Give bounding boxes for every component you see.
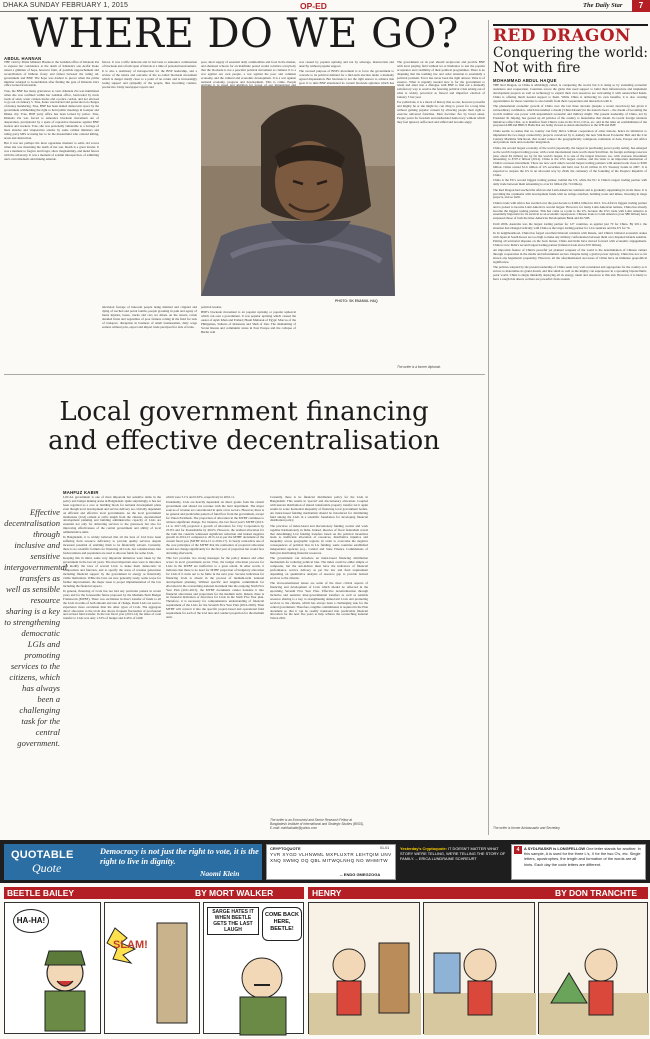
henry-panel-2 (423, 902, 535, 1034)
article1-column-1 (4, 61, 99, 362)
henry-title: HENRY (312, 888, 342, 898)
paragraph: An important feature of China's peaceful yet planned conquest of the world is the determination of Chinese culture through cooperation in the media and infotainment sectors. Despite being a global power dynasty, China has not so far shown any hegemonic propensity. However, all the aforementioned successes of China have an immense geopolitical significance. (493, 247, 647, 264)
paragraph: In general, financing of LGIs has not had any particular pattern in recent years and for the foreseeable future proposed by the Medium-Term Budget Framework (MTBF). There was oscillation in direct transfer of funds to all the LGIs in terms of both amount and rate of change. Rural LGIs are seen to experience more escalation than the other types of LGIs. The aggregate direct allocation to the LGIs also shows frequent fluctuation of provisional and revised fund transfer. In the last fiscal year (2013-14) the share of total transfer to LGIs was only 1.53% of budget and 0.43% of GDP, (63, 589, 161, 621)
yesterday-cryptoquote-text: IT DOESN'T MATTER WHAT STORY WE'RE TELLING, WE'RE TELLING THE STORY OF FAMILY. -- ERICA LUNDRAINE SCHREURT (400, 846, 506, 862)
paragraph: THE Red Dragon, as China is admiringly called, is conquering the world, but it is doing so by extending economic assistance and cooperation. Countries across the globe that need support to build their infrastructure and implement development projects as well as technology to exploit their own resources are welcoming it with outstretched hands. China is offering much needed support to them. While China is delivering its own benefits, it is also creating opportunities for those countries to also benefit from their cooperation and interaction with it. (493, 83, 647, 103)
henry-scene-image (424, 903, 536, 1035)
henry-panel-3 (538, 902, 648, 1034)
article1-column-2 (102, 61, 197, 241)
article1-column-3 (201, 61, 296, 85)
paragraph: The policies adopted by the present leadership of China seem very well-considered and appropriate for the country as it strives to materialise its grand dream, and that small as well as the mighty can superpower in a sprouting bipolar/multi-polar world. China is single mindedly deploying all its energy, talent and resources to this end. However, it is likely to have a rough ride ahead, as there are powerful rivals around. (493, 264, 647, 281)
paragraph: China, the second largest economy of the world (reportedly, the largest in purchasing power parity terms), has emerged as the world's largest trading power, with a total international trade worth about $4 trillion. Its foreign exchange reserves (also about $4 trillion) are by far the world's largest. It is one of the largest investors too, with overseas investment amounting to $707.2 billion (2014). China is the US's largest creditor, and the latter is an important destination of China's overseas investment. There are now each other's second largest trading partners with annual trade close to $500 billion. China owned $1.6 trillion of US securities and held over $1.16 trillion in US Treasury bonds in 2007. It is expected to surpass the US in an all-round way by 2049, the centenary of the founding of the People's Republic of China. (493, 145, 647, 178)
henry-scene-image (539, 903, 649, 1035)
article1-byline: ABDUL HANNAN (4, 56, 42, 61)
paragraph: Keeping this in mind, some very important initiatives were taken by the government in the last six years. The most important ones were to introduce and modify the laws of several LGIs to make them democratic in composition and function, and to specify the areas of revenue generation including financial support by the government in energy as financially viable institutions. While the laws are now generally ready, some scope for further improvement, the major issue is proper implementation of the law including the financial aspects. (63, 556, 161, 588)
paragraph: True, the BNP has many grievances to vent. Khaleda Zia was humiliated when she was confined within her Gulshan office, barricaded by truck loads of sand, water cannon trucks and a police cordon, and not allowed to go out on January 5. True, Koko was harried and persecuted on charges of money laundering. True, BNP has been denied democratic space by the government withholding the right to hold public meetings in Gazipur and Dhaka city. True, BNP party office has been locked by police. True, Khaleda Zia was forced to announce blockade movement out of desperation, precipitated by a spate of repressive measures against BNP leaders and workers. True, she was personally vulnerable to a barrage of most abusive and vituperative attacks by some cabinet ministers and ruling party MPs accusing her to be the mastermind who ordered killing, arson and destruction. (4, 88, 99, 140)
beetle-bailey-panel-3 (203, 902, 304, 1034)
paragraph: It is also a testimony of introspection for the BNP leadership, and a review of the nature and outcome of the so-called blockade movement which is danger madly close to a point of no return and is increasingly losing support and sympathy of the people, thus becoming counter-productive. Daily newspaper reports and (102, 69, 197, 89)
article2-headline (4, 398, 484, 456)
cryptoquote-text: YVR XYGD VLHNWML MXPLUXTR LEHTQIM UNV XNQ SWMQ OQ QBL MITWQLNHQ NO WHMITW (270, 852, 392, 863)
beetle-bailey-credit: BY MORT WALKER (195, 888, 274, 898)
paragraph: But it was not perhaps the most opportune moment to settle old scores when she was mourning the death of her son. Death is a great leveler. It was a moment to forgive and forget, show magnanimity, and mend fences with the adversary. It was a moment of solemn introspection, of admitting one's own misdeeds and making amends. (4, 140, 99, 161)
quote-label: Quote (32, 861, 62, 875)
article1-photo (201, 86, 395, 296)
side-article-headline: Conquering the world: Not with fire (493, 45, 648, 76)
article2-byline: MAHFUZ KABIR (63, 490, 99, 495)
henry-credit: BY DON TRANCHTE (555, 888, 638, 898)
paragraph: fences. It was a trifle indecent and in bad taste to announce continuation of blockade and a fresh spate of hartals at a time of personal bereavement. (102, 60, 197, 68)
paragraph: LOCAL government is one of most important but sensitive items in the policy and budget making arena in Bangladesh. Quite surprisingly, it has not been regarded as a core or building block for national development plans even though local development and service delivery are critically dependent on efficient and effective local governments. As the local government institutions (LGI) remain at arm's length from the citizens, decentralised development planning and building administrative capacity of LGIs are essential not only for delivering services to the grassroots but also for improving effectiveness of the central government and ability of local administrative units. (63, 495, 161, 535)
paragraph: THE visit by Prime Minister Hasina to the Gulshan office of Khaleda Zia to express her condolence at the death of Khaleda's son Arafat Koko raised a glimmer of hope, however faint, of possible rapprochement and reconciliation of hitherto frosty and famed between the ruling AL government and BNP. The hope was dashed to pieces when the prime minister returned to Gonobhaban after finding the gate of Khaleda Zia's office locked from inside. (4, 60, 99, 88)
letter-code-text: One letter stands for another. In this sample, A is used for the three L's, X for the two O's, etc. Single letters, apostrophes, the length and formation of the words are all hints. Each day the code letters are different. (524, 846, 641, 867)
speech-bubble: HA-HA! (13, 909, 49, 933)
cryptoquote-credit: -- ENDG GMEGZOGA (340, 872, 381, 877)
cryptoquote-title: CRYPTOQUOTE (270, 846, 301, 851)
paragraph: This fact provides two strong messages for the policy makers and other actors in local government sector. First, the budget allocation process for LGIs in the MTBF are ineffective to a great extent. In other words, it indicates that there is no need for MTBF projection of budgetary allocation for LGIs if it turns out to be futile in the next year. Second, indication for financing LGIs is absent in the process of medium-term national development planning. Without specific and tangible commitment for allocation in the overarching national document like the outgoing Sixth Five Year Plan (2011-2015), the MTBF documents cannot translate it into financial allocations and projections for the medium term. Indeed, there is no financial indication or directives for LGIs in the Sixth Five Year plan. Therefore, it is necessary for comprehensive understanding of financial requirement of the LGIs for the Seventh Five Year Plan (2016-2020). Then MTBF will convert it into the specific project-based and operational fund requirement for each of the LGI tiers and conduct projection for the medium term. (166, 556, 264, 619)
article2-author-note: The writer is an Economist and Senior Research Fellow at Bangladesh Institute of International and Strategic Studies (BIISS). E-mail: mahfuzkabir@yahoo.com (270, 818, 365, 830)
paragraph: China is the EU's second biggest trading partner, behind the US, while the EU is China's largest trading partner with daily trade between them amounting to over €1 billion ($1.74 billion). (493, 178, 647, 187)
paragraph: BNP's blockade movement is an popular uprising or popular upheaval which can oust a government. It was popular uprising which caused the ouster of Ayub Khan and Ershad; Hosni Mubarak of Egypt; Marcos of the Philippines, Suharto of Indonesia and Shah of Iran. The dismantling of Soviet Russia and communist states in East Europe and the collapse of Berlin wall (201, 310, 296, 334)
article1-author-note: The writer is a former diplomat. (397, 365, 441, 369)
paragraph: pore, short supply of essential daily commodities and food in the market, and shattered schools for an indefinite period would convince everybody that the blockade is not a peaceful political movement as claimed. It is a war against our own people, a war against the poor and common economy, and the cultural and economic development. It is a war against national economy, progress and development. This is crime. People (201, 60, 296, 84)
letter-code-number: 4 (514, 846, 522, 854)
article2-headline-line-1: Local government financing (59, 397, 429, 427)
paragraph: The government can introduce an index-based financing distribution mechanism for reducing political bias. The index could be either simple or composite, but the sub-indices must have the indicators of financial performance, service delivery as per the law and fund requirement depending on quantitative analysis of resource gap to provide desired services to the citizens. (270, 556, 368, 580)
paragraph: political leaders. (201, 305, 223, 309)
door-slam-image (105, 903, 201, 1035)
beetle-bailey-panel-1 (4, 902, 101, 1034)
paragraph: was caused by popular uprising and not by sabotage, insurrection and anarchy without popular support. (299, 60, 394, 68)
sound-effect: SLAM! (113, 939, 148, 951)
quote-author: Naomi Klein (200, 869, 240, 878)
side-article-kicker: RED DRAGON (493, 26, 631, 46)
yesterday-cryptoquote-title: Yesterday's Cryptoquote: (400, 846, 447, 851)
photo-credit: PHOTO: SK ENAMUL HAQ (335, 299, 378, 303)
henry-panel-1 (308, 902, 420, 1034)
article2-column-3 (270, 496, 368, 836)
paragraph: The government on its part should reciprocate and provide BNP with level playing field without let or hindrance to test the popular acceptance and credibility of their political programmes. There is no disputing that the teething law and order situation is essentially a political problem. Force has never been the right answer. Time is of essence. What is urgently needed now is for the government to relent and enter into a dialogue with BNP to find out a mutually satisfactory way to resolve the festering political crisis arising out of what is widely perceived as flawed and imperfect election of January 5 last year. (397, 60, 485, 100)
article1-column-2-cont (102, 306, 197, 369)
paragraph: Currently, there is no financial distribution policy for the LGIs in Bangladesh. This results in 'special' and discretionary allocation. Coupled with uneven distribution of shared transferable property transfer tax it again results in acute horizontal inequality of financing local government bodies. An index-based funding mechanism should be introduced for distributing fund among the LGIs in a scientific foundation for developing financial distribution policy. (270, 495, 368, 523)
paragraph: which were 5.1% and 0.63%, respectively in 2010-11. (166, 495, 236, 499)
dateline: DHAKA SUNDAY FEBRUARY 1, 2015 (3, 2, 129, 9)
paragraph: For politicians, it is a moral of history that as one, however powerful and mighty he or she might be, can cling to power for a long time without gaining popular consent by allowing people their right to exercise universal franchise. Matt doctrine: fire by bread alone. People yearn for freedom and unshackled democracy without which they feel ignored, suffocated and stifled and become angry. (397, 100, 485, 124)
speech-bubble: COME BACK HERE, BEETLE! (262, 907, 302, 941)
column-divider (488, 20, 489, 835)
paragraph: Until 2006, Australia was the largest trading partner for 127 countries, as against just 70 for China. By 2011, the situation had changed radically with China as the larger trading partner for 124 countries and the US for 76. (493, 221, 647, 230)
article1-column-3-cont (201, 306, 296, 369)
article2-headline-line-2: and effective decentralisation (48, 426, 440, 456)
paragraph: The phenomenal economic growth of China over the last three decades (despite a recent slowdown) has given it extraordinary confidence, which has kindled a dream ('China Dream') in the nation's heart -- the dream of becoming the world's number one power with unparalleled economic and military might. The present leadership of China, led by President Xi Jinping, has geared up all policies of the country to materialise that dream. Its recent foreign relations initiatives reflect that, as is manifest from China's roles in the SCO, CICA, etc. and in the talks on establishment of the proposed AIIB and BRICS Bank that are being viewed as Asian alternatives to the WB and IMF. (493, 103, 647, 128)
letter-code-title: A SYDLRASKR is LONGFELLOW (524, 846, 586, 851)
woman-in-distress-image (201, 86, 395, 296)
section-name: OP-ED (300, 1, 327, 11)
paragraph: China seems to realise that no country can fully thrive without cooperation of other nations, hence its initiatives to implement the two mega connectivity projects conceived by it, namely the new Silk Road Economic Belt and the 21st Century Maritime Silk Road, that would connect the geographically contiguous continents of Asia, Europe and Africa and promote trade and economic integration. (493, 128, 647, 145)
cryptoquote-date: 01-01 (380, 846, 390, 850)
side-article-body (493, 84, 647, 822)
paragraph: Undeniably, LGIs are heavily dependent on direct grants from the central government and shared tax revenue with the land department. The major sources of revenue are concentrated in quite a few sectors. However, there is no general and predictable pattern of fund flow from the government, except for Union Parishads. The proportion of allocation in the MTBF continues to witness significant change. For instance, the last fiscal year's MTBF (2013-14 to 2017-18) projected a growth of allocation for City Corporation by 25.9% and for Pourashobha by 49.6%. However, the realised allocation for the both the councils witnessed significant reduction and indeed negative growth in 2014-15 compared to 2013-14 as per the MTBF document of the current fiscal year (MTBF 2014-15 to 2016-17). It clearly contradicts one of the core principles of the MTBF that the realisation of projected allocation would not change significantly for the first year of projection but would face deviating afterwards. (166, 500, 264, 556)
beetle-bailey-title: BEETLE BAILEY (7, 888, 75, 898)
paragraph: The Red Dragon had reached the African and Latin American continent and is gradually supplanting its rivals there. It is providing the continents with development funds with no strings attached, building roads and mines, investing in mega projects, and so forth. (493, 187, 647, 200)
yesterday-cryptoquote (400, 846, 506, 862)
paragraph: In its neighbourhood, China has forged excellent bilateral relations with Russia, and China's bilateral economic stakes with Japan in South Korea are too high to make any military confrontation between them over disputed islands sensible. Putting all territorial disputes on the back burner, China and India have moved forward with economic engagements. China is now India's second largest trading partner (bilateral trade above $70 billion). (493, 230, 647, 247)
beetle-bailey-panel-2 (104, 902, 200, 1034)
article1-column-4 (299, 61, 394, 85)
paragraph: The above-mentioned issues are some of the most critical aspects of financing and development of LGIs which should be reflected in the upcoming Seventh Five Year Plan. Effective decentralisation through inclusive and sensitive inter-governmental transfers as well as sensible resource sharing is a key to strengthening democratic LGIs and promoting services to the citizens, which has always been a challenging task for the central government. Therefore, tangible commitments is required in the Plan document so that it can be readily translated into predictable financial allocation for the next five years to help achieve the overarching national Vision 2021. (270, 581, 368, 621)
quotable-label: QUOTABLE (11, 849, 74, 861)
pull-quote: Effective decentralisation through inclusive and sensitive intergovernmental transfers as well as sensible resource sharing is a key to strengthening democratic LGIs and promoting services to the citizens, which has always been a challenging task for the central government. (4, 507, 68, 748)
section-divider (4, 374, 485, 375)
paragraph: The practices of index-based and discretionary funding coexist and work together harmoniously in India. Indeed, theories of fiscal federalism reveal that determining LGI funding transfers based on the political incentives leads to inefficient allocation of resources, distributive injustice and inequality across geographic regions. In order to overcome the negative consequences of political bias in LG funding, some countries established independent agencies (e.g., Central and State Finance Commissions of India) in distributing financial resources. (270, 523, 368, 556)
newspaper-name: The Daily Star (583, 2, 623, 9)
side-article-author-note: The writer is former Ambassador and Secretary. (493, 826, 561, 830)
article2-column-2 (166, 496, 264, 836)
letter-code-instructions (524, 846, 644, 867)
side-article-byline: MOHAMMAD ABDUL HAQUE (493, 78, 557, 83)
paragraph: China's trade with Africa has swelled over the past decade to $198.4 billion in 2012. It is Africa's biggest trading partner and is poised to become Latin America's second largest. However, for many Latin American nations, China has already become the biggest trading partner. This has come as a pain to the US, because the US's trade with Latin America is essentially important for its survival as an economic superpower. Chinese loans to Latin America (over $80 billion) have surpassed those of both the Inter-American Development Bank and the WB. (493, 200, 647, 221)
article1-column-5 (397, 61, 485, 369)
quote-text: Democracy is not just the right to vote, it is the right to live in dignity. (100, 847, 259, 866)
caption-box: SARGE HATES IT WHEN BEETLE GETS THE LAST LAUGH (207, 907, 259, 935)
article1-headline: WHERE DO WE GO? (27, 11, 459, 57)
paragraph: In Bangladesh, it is widely believed that all the tiers of LGI have been suffering from resource deficiency to provide quality services despite incessant potential of enabling them to be financially solvent. Currently, there is no scientific formula for financing all LGIs, but considerations like backwardness and population are used to allocate funds for some LGIs. (63, 535, 161, 556)
article2-column-1 (63, 496, 161, 836)
paragraph: television footage of innocent people being maimed and crippled and dying of torched and petrol bombs, people groaning in pain and agony of burns injuries, buses, trucks and cars set ablaze on the streets, rotten derailed fruits and vegetables of poor farmers rotting in the field for lack of transport, disruption in business of small businessmen, daily wage earners without jobs, export and import trade paralysed for lack of trans- (102, 305, 197, 329)
page-number: 7 (632, 0, 650, 12)
henry-scene-image (309, 903, 421, 1035)
paragraph: The avowed purpose of BNP's movement is to force the government to concede to its political demand for a mid-term election under a mutually agreed dispensation. But blockade is not the right answer to achieve that goal. It is time BNP abandoned its current blockade agitation which has (299, 69, 394, 85)
